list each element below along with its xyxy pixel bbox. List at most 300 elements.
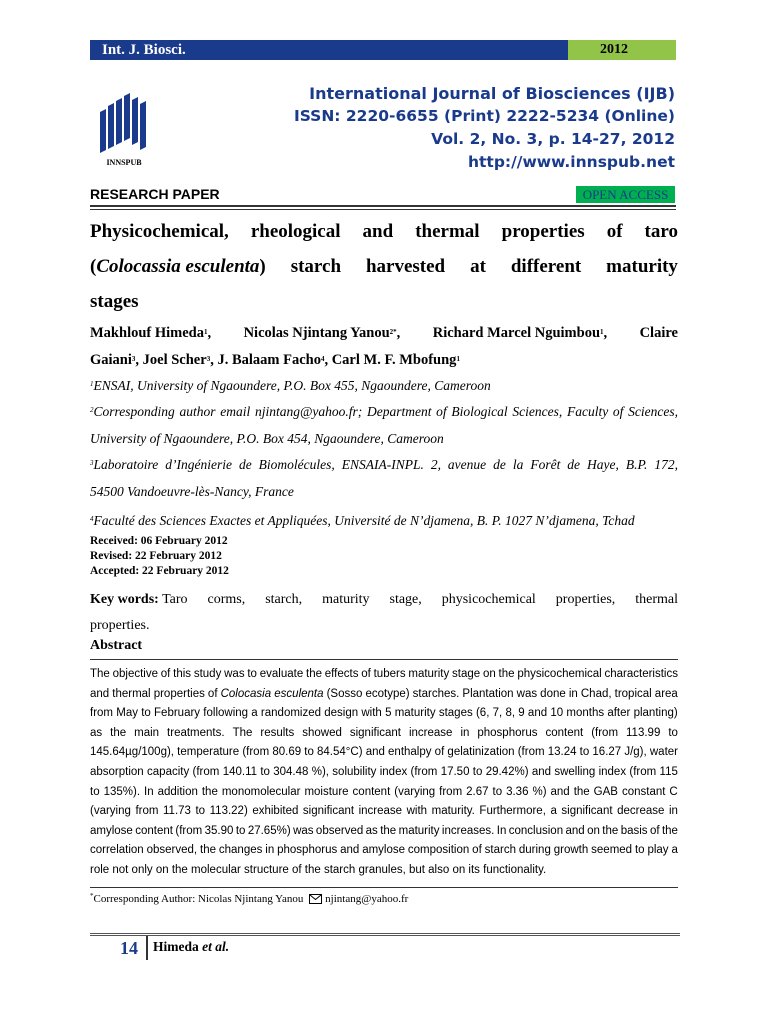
author-sup: 1 [600, 328, 604, 336]
abstract-word: following [203, 707, 249, 720]
affiliation-line: $^1$ENSAI, University of Ngaoundere, P.O. Box 455, Ngaoundere, Cameroon [90, 378, 491, 393]
abstract-word: the [201, 785, 218, 798]
abstract-word: 145.64µg/100g), [90, 746, 174, 759]
affiliation-word: 2, [430, 457, 441, 472]
abstract-word: and [531, 765, 552, 778]
abstract-word: to [304, 746, 314, 759]
affiliation-word: Biological [451, 404, 508, 419]
abstract-word: to [472, 765, 483, 778]
affiliation-word: 172, [654, 457, 678, 472]
abstract-line [90, 841, 678, 861]
affiliation [90, 507, 678, 534]
envelope-icon [309, 894, 322, 904]
corresponding-email[interactable]: njintang@yahoo.fr [325, 893, 409, 905]
abstract-word: changes [218, 844, 263, 857]
abstract-species: Colocasia esculenta [220, 687, 324, 700]
keywords [90, 587, 678, 639]
abstract-word: of [361, 668, 371, 680]
affiliation-word: Faculty [566, 404, 609, 419]
abstract-word: in [568, 687, 578, 700]
affiliation-word: avenue [447, 457, 487, 472]
affiliation-word: Biomolécules, [258, 457, 335, 472]
abstract-word: The [90, 668, 110, 680]
affiliation-word: d’Ingénierie [165, 457, 232, 472]
abstract-word: seemed [591, 844, 633, 857]
author-sup: 3 [206, 355, 211, 363]
abstract-word: characteristics [604, 668, 678, 680]
abstract-word: maturity [394, 707, 436, 720]
author-name: Makhlouf Himeda$^1$, [90, 325, 212, 341]
title-word: stages [90, 291, 139, 312]
author-sup: 2* [389, 328, 397, 336]
author-name: Gaiani$^3$, [90, 352, 143, 368]
header-rule-thin [90, 209, 676, 210]
abstract-word: temperature [177, 746, 240, 759]
abstract-word: February [154, 707, 201, 720]
title-word: taro [644, 221, 678, 242]
abstract-word: maturity [398, 824, 440, 837]
keyword-word: properties, [555, 592, 616, 607]
title-word: ) [259, 256, 266, 277]
abstract-word: observed [315, 824, 364, 837]
abstract-word: 84.54°C) [317, 746, 363, 759]
abstract-word: water [649, 746, 678, 759]
abstract-top-rule [90, 659, 678, 660]
affiliation-word: ENSAIA-INPL. [341, 457, 424, 472]
abstract-word: area [654, 687, 678, 700]
abstract-word: objective [112, 668, 158, 680]
abstract-word: months [566, 707, 605, 720]
abstract-word: Furthermore, [479, 805, 546, 818]
abstract-word: content [352, 785, 391, 798]
title-word: properties [501, 221, 585, 242]
abstract-word: treatments. [167, 726, 225, 739]
abstract-word: design [324, 707, 359, 720]
abstract-word: correlation [90, 844, 144, 857]
revised-date: Revised: 22 February 2012 [90, 550, 222, 562]
abstract-word: increase [408, 726, 453, 739]
abstract-word: evaluate [259, 668, 304, 680]
author-sup: 4 [320, 355, 325, 363]
abstract-word: The [232, 726, 253, 739]
abstract-word: as [90, 726, 103, 739]
keyword-word: starch, [265, 592, 303, 607]
journal-issn: ISSN: 2220-6655 (Print) 2222-5234 (Online) [293, 107, 675, 125]
author-line-2 [90, 347, 678, 374]
abstract-word: was [224, 668, 245, 680]
affiliation-sup: 1 [90, 380, 94, 388]
abstract-line [90, 665, 678, 685]
title-word: ( [90, 256, 97, 277]
abstract-word: gelatinization [447, 746, 515, 759]
abstract-word: on [587, 824, 600, 837]
abstract-word: the [380, 824, 397, 837]
title-word: different [510, 256, 582, 277]
affiliation-word: author [179, 404, 216, 419]
abstract-word: 113.22) [209, 805, 248, 818]
abstract-word: significant [561, 805, 613, 818]
abstract-word: stages [438, 707, 473, 720]
abstract-word: (from [517, 746, 545, 759]
title-word: at [470, 256, 486, 277]
keyword-word: thermal [635, 592, 678, 607]
affiliation-word: de [238, 457, 252, 472]
abstract-word: (from [591, 726, 619, 739]
keywords-line-1 [90, 587, 678, 613]
abstract-word: (from [410, 765, 438, 778]
title-line-3 [90, 284, 678, 319]
abstract-word: the [110, 726, 127, 739]
abstract-word: 2.67 [466, 785, 489, 798]
footer-rule [90, 933, 680, 936]
abstract-word: physicochemical [517, 668, 602, 680]
affiliation-word: B.P. [625, 457, 648, 472]
abstract-word: content [545, 726, 584, 739]
author-sup: 1 [204, 328, 208, 336]
abstract-word: study [193, 668, 222, 680]
abstract-word: 8, [505, 707, 516, 720]
abstract-word: to [260, 765, 270, 778]
abstract-word: this [173, 668, 192, 680]
title-word: harvested [365, 256, 446, 277]
open-access-badge: OPEN ACCESS [576, 186, 675, 203]
abstract-word: tropical [614, 687, 652, 700]
affiliation-word: Department [366, 404, 432, 419]
abstract-word: (6, [475, 707, 490, 720]
abstract-word: swelling [554, 765, 596, 778]
abstract-word: from [135, 805, 159, 818]
abstract-word: done [540, 687, 566, 700]
abstract-word: of [649, 824, 660, 837]
abstract-word: observed, [146, 844, 198, 857]
abstract-word: to [668, 726, 678, 739]
abstract-word: tubers [373, 668, 406, 680]
abstract-word: 10 [550, 707, 564, 720]
header-rule [90, 205, 676, 207]
abstract-word: phosphorus [277, 844, 338, 857]
abstract-word: (from [175, 824, 203, 837]
abstract-word: conclusion [508, 824, 564, 837]
affiliation-sup: 2 [90, 406, 94, 414]
abstract-body [90, 665, 678, 881]
author-name: Joel Scher$^3$, [142, 352, 218, 368]
abstract-word: (varying [394, 785, 436, 798]
affiliation-word: Forêt [530, 457, 561, 472]
abstract-word: the [306, 668, 322, 680]
abstract-word: 27.65%) [247, 824, 291, 837]
abstract-word: absorption [90, 765, 144, 778]
abstract-word: to [195, 805, 206, 818]
abstract-word: starch [484, 844, 516, 857]
affiliation-line [90, 451, 678, 478]
affiliation-word: de [493, 457, 506, 472]
keywords-label: Key words: [90, 592, 159, 607]
title-word: and [362, 221, 394, 242]
affiliation-word: $^2$Corresponding [90, 404, 175, 419]
running-author: Himeda et al. [153, 939, 230, 954]
accepted-date: Accepted: 22 February 2012 [90, 565, 229, 577]
abstract-word: C [669, 785, 678, 798]
author-name: Richard Marcel Nguimbou$^1$, [432, 325, 608, 341]
journal-info [294, 82, 675, 174]
abstract-word: index [598, 765, 627, 778]
abstract-word: 80.69 [272, 746, 302, 759]
author-list [90, 320, 678, 374]
abstract-word: and [90, 687, 110, 700]
abstract-word: Plantation [462, 687, 514, 700]
author-name: Claire [639, 325, 678, 341]
abstract-word: J/g), [624, 746, 647, 759]
journal-short-title: Int. J. Biosci. [102, 42, 186, 58]
abstract-word: the [200, 844, 216, 857]
author-name: Nicolas Njintang Yanou$^{2*}$, [243, 325, 401, 341]
abstract-word: in [668, 805, 678, 818]
abstract-word: decrease [617, 805, 665, 818]
abstract-word: with [361, 707, 382, 720]
affiliation-line [90, 398, 678, 425]
paper-title [90, 214, 678, 319]
abstract-word: and [527, 707, 548, 720]
affiliation-word: Sciences, [512, 404, 563, 419]
year: 2012 [600, 42, 628, 57]
abstract-word: index [379, 765, 408, 778]
abstract-word: 140.11 [222, 765, 258, 778]
abstract-word: from [439, 785, 463, 798]
abstract-word: in [460, 726, 470, 739]
abstract-word: %) [532, 785, 547, 798]
abstract-word: (from [242, 746, 270, 759]
innspub-logo [96, 92, 152, 170]
abstract-word: addition [157, 785, 198, 798]
corresponding-author-text: Corresponding Author: Nicolas Njintang Yanou [93, 893, 304, 905]
abstract-word: after [607, 707, 631, 720]
abstract-word: properties [153, 687, 205, 700]
keyword-word: corms, [207, 592, 246, 607]
abstract-word: Chad, [580, 687, 612, 700]
title-line-2 [90, 249, 678, 284]
title-word: maturity [606, 256, 678, 277]
page-number: 14 [120, 938, 138, 958]
title-word: thermal [415, 221, 480, 242]
abstract-word: growth [553, 844, 589, 857]
abstract-word: (varying [90, 805, 131, 818]
abstract-word: significant [349, 726, 401, 739]
abstract-word: amylose [90, 824, 133, 837]
author-name: J. Balaam Facho$^4$, [217, 352, 332, 368]
abstract-word: amylose [362, 844, 406, 857]
title-word: starch [290, 256, 342, 277]
abstract-word: maturity [408, 668, 450, 680]
abstract-word: phosphorus [477, 726, 538, 739]
abstract-word: was [516, 687, 538, 700]
journal-title: International Journal of Biosciences (IJB) [309, 84, 675, 103]
abstract-word: effects [324, 668, 359, 680]
abstract-word: significant [302, 805, 355, 818]
affiliation-word: email [220, 404, 251, 419]
abstract-word: 9 [518, 707, 525, 720]
abstract-word: in [265, 844, 275, 857]
abstract-heading: Abstract [90, 638, 143, 653]
keyword-word: stage, [389, 592, 422, 607]
abstract-word: 113.99 [626, 726, 661, 739]
abstract-word: of [434, 746, 445, 759]
affiliation-word: njintang@yahoo.fr; [254, 404, 363, 419]
abstract-word: ecotype) [365, 687, 410, 700]
abstract-word: a [550, 805, 557, 818]
abstract-word: exhibited [252, 805, 299, 818]
abstract-word: 7, [492, 707, 503, 720]
abstract-word: (Sosso [326, 687, 363, 700]
abstract-line: role not only on the molecular structure of the starch granules, but also on its functionality. [90, 863, 547, 876]
affiliation [90, 451, 678, 505]
abstract-word: a [671, 844, 678, 857]
abstract-word: 5 [385, 707, 392, 720]
abstract-line [90, 685, 678, 705]
affiliation-line: $^4$Faculté des Sciences Exactes et Appliquées, Université de N’djamena, B. P. 1027 N’djamena, Tchad [90, 513, 635, 528]
affiliation-word: Haye, [587, 457, 619, 472]
abstract-word: May [116, 707, 138, 720]
affiliation-line: 54500 Vandoeuvre-lès-Nancy, France [90, 484, 294, 499]
abstract-word: GAB [593, 785, 618, 798]
abstract-word: %), [311, 765, 329, 778]
abstract-word: and [550, 785, 570, 798]
title-word: rheological [250, 221, 341, 242]
abstract-word: and [565, 824, 585, 837]
abstract-word: results [260, 726, 295, 739]
abstract-word: moisture [304, 785, 349, 798]
abstract-word: (from [192, 765, 220, 778]
abstract-line [90, 822, 678, 842]
affiliation-word: $^3$Laboratoire [90, 457, 159, 472]
author-line-1 [90, 320, 678, 347]
abstract-word: basis [620, 824, 648, 837]
abstract-word: to [579, 746, 590, 759]
abstract-word: to [247, 668, 257, 680]
abstract-line [90, 724, 678, 744]
affiliation-sup: 3 [90, 459, 94, 467]
affiliation-word: of [612, 404, 624, 419]
abstract-word: and [365, 746, 385, 759]
author-sup: 1 [456, 355, 460, 363]
title-word: Physicochemical, [90, 221, 229, 242]
abstract-word: play [647, 844, 669, 857]
abstract-word: the [602, 824, 619, 837]
abstract-word: In [144, 785, 154, 798]
title-word: of [606, 221, 623, 242]
abstract-word: stage [452, 668, 481, 680]
abstract-word: 35.90 [204, 824, 234, 837]
abstract-word: was [293, 824, 314, 837]
abstract-word: to [634, 844, 645, 857]
corresponding-author-note: *Corresponding Author: Nicolas Njintang Yanou njintang@yahoo.fr [90, 892, 409, 905]
affiliation-word: la [512, 457, 524, 472]
abstract-word: 17.50 [440, 765, 470, 778]
abstract-word: 3.36 [506, 785, 529, 798]
abstract-word: to [90, 785, 100, 798]
title-line-1 [90, 214, 678, 249]
abstract-word: (from [629, 765, 657, 778]
journal-volume: Vol. 2, No. 3, p. 14-27, 2012 [431, 130, 675, 148]
abstract-bottom-rule [90, 887, 678, 888]
keywords-line-2: properties. [90, 618, 150, 633]
abstract-word: main [134, 726, 160, 739]
received-date: Received: 06 February 2012 [90, 535, 228, 547]
abstract-word: composition [407, 844, 470, 857]
keyword-word: physicochemical [441, 592, 536, 607]
abstract-word: planting) [633, 707, 678, 720]
abstract-line [90, 783, 678, 803]
affiliation [90, 372, 678, 399]
keyword-word: Key words: Taro [90, 592, 188, 607]
abstract-line [90, 802, 678, 822]
abstract-word: increase [358, 805, 403, 818]
abstract-word: to [492, 785, 503, 798]
article-type: RESEARCH PAPER [90, 186, 220, 202]
abstract-word: increases. [441, 824, 495, 837]
affiliation-word: Sciences, [628, 404, 678, 419]
journal-url[interactable]: http://www.innspub.net [467, 153, 675, 171]
abstract-word: the [498, 668, 515, 680]
abstract-word: 11.73 [163, 805, 191, 818]
logo-text: INNSPUB [106, 158, 142, 167]
year-banner [568, 40, 676, 60]
abstract-word: of [160, 668, 171, 680]
abstract-line [90, 743, 678, 763]
abstract-word: randomized [260, 707, 322, 720]
abstract-word: 135%). [103, 785, 141, 798]
abstract-line [90, 763, 678, 783]
abstract-word: 29.42%) [485, 765, 529, 778]
abstract-word: content [135, 824, 173, 837]
abstract-word: as [365, 824, 378, 837]
abstract-word: 115 [659, 765, 678, 778]
abstract-word: In [496, 824, 507, 837]
affiliation-word: of [436, 404, 447, 419]
abstract-word: from [90, 707, 113, 720]
author-name: Carl M. F. Mbofung$^1$ [331, 352, 460, 368]
abstract-word: on [482, 668, 496, 680]
abstract-word: starches. [412, 687, 460, 700]
abstract-word: 304.48 [273, 765, 309, 778]
author-sup: 3 [131, 355, 136, 363]
abstract-word: 13.24 [547, 746, 577, 759]
abstract-word: enthalpy [388, 746, 432, 759]
article-dates [90, 534, 229, 579]
abstract-word: of [472, 844, 482, 857]
abstract-word: the [573, 785, 590, 798]
abstract-line [90, 704, 678, 724]
abstract-word: to [141, 707, 151, 720]
abstract-word: showed [302, 726, 342, 739]
keyword-word: maturity [322, 592, 370, 607]
title-species-group [90, 249, 266, 284]
abstract-word: monomolecular [221, 785, 301, 798]
abstract-word: maturity. [431, 805, 475, 818]
abstract-word: capacity [147, 765, 190, 778]
abstract-word: and [340, 844, 360, 857]
affiliation [90, 398, 678, 452]
abstract-word: a [251, 707, 258, 720]
footer-separator [146, 936, 148, 960]
abstract-word: 16.27 [592, 746, 622, 759]
abstract-word: the [661, 824, 678, 837]
title-species: Colocassia esculenta [96, 256, 260, 277]
abstract-word: solubility [332, 765, 377, 778]
affiliation-word: de [567, 457, 581, 472]
journal-short-banner [90, 40, 568, 60]
affiliation-sup: 4 [90, 515, 94, 523]
affiliation-line: University of Ngaoundere, P.O. Box 454, Ngaoundere, Cameroon [90, 431, 444, 446]
